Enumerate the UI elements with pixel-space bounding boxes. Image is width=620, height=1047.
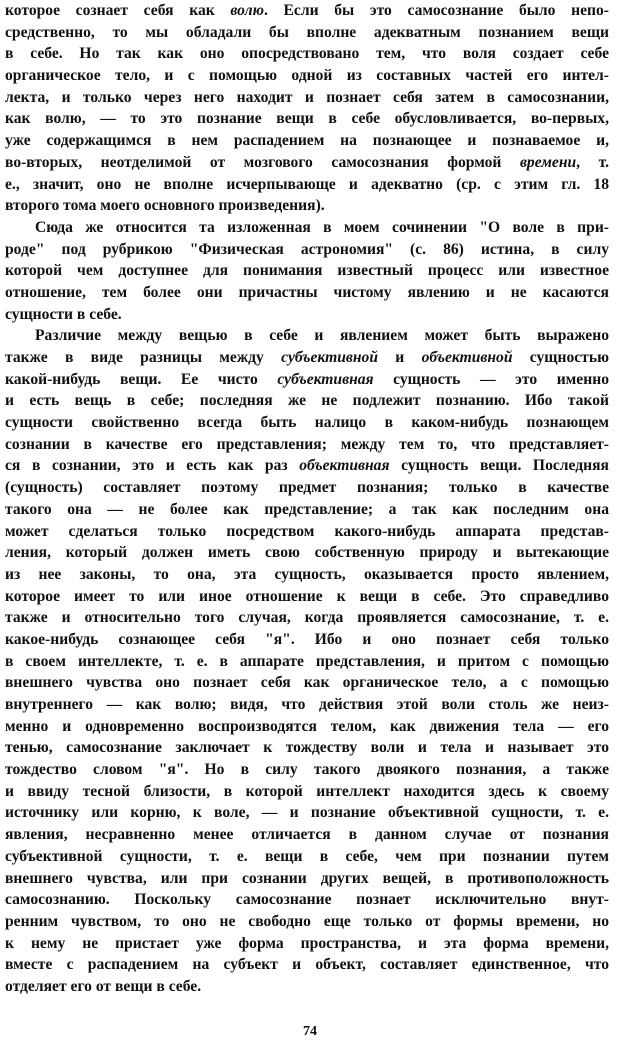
text-segment: внешнего чувства, или при сознании других вещей, в противоположность <box>5 869 609 887</box>
text-line <box>5 130 609 152</box>
text-line <box>5 542 609 564</box>
paragraph <box>5 217 609 325</box>
text-segment: ления, который должен иметь свою собственную природу и вытекающие <box>5 544 609 562</box>
text-line <box>5 607 609 629</box>
text-segment: внешнего чувства оно познает себя как органическое тело, а с помощью <box>5 674 609 692</box>
text-segment: которой чем доступнее для понимания известный процесс или известное <box>5 262 609 280</box>
text-segment: уже содержащимся в нем распадением на познающее и познаваемое и, <box>5 132 609 150</box>
text-segment: к нему не пристает уже форма пространства, и эта форма времени, <box>5 934 609 952</box>
text-segment: лекта, и только через него находит и познает себя затем в самосознании, <box>5 88 609 106</box>
text-line <box>5 195 609 217</box>
italic-text: времени <box>519 153 577 171</box>
text-line <box>5 174 609 196</box>
page-number: 74 <box>303 1024 317 1039</box>
text-line <box>5 911 609 933</box>
text-segment: также и относительно того случая, когда проявляется самосознание, т. е. <box>5 609 609 627</box>
text-line <box>5 586 609 608</box>
text-segment: явления, несравненно менее отличается в данном случае от познания <box>5 826 609 844</box>
text-segment: которое сознает себя как <box>5 2 231 19</box>
text-segment: Различие между вещью в себе и явлением может быть выражено <box>35 327 609 345</box>
text-line <box>5 564 609 586</box>
text-segment: самосознанию. Поскольку самосознание познает исключительно внут- <box>5 891 609 909</box>
text-segment: отделяет его от вещи в себе. <box>5 977 202 995</box>
text-segment: какое-нибудь сознающее себя "я". Ибо и оно познает себя только <box>5 630 609 648</box>
paragraph <box>5 0 609 217</box>
text-line <box>5 521 609 543</box>
italic-text: волю <box>230 2 264 19</box>
text-line <box>5 455 609 477</box>
text-segment: субъективной сущности, т. е. вещи в себе, чем при познании путем <box>5 847 609 865</box>
text-segment: сущностью <box>512 349 609 366</box>
text-line <box>5 152 609 174</box>
text-line <box>5 412 609 434</box>
text-segment: во-вторых, неотделимой от мозгового самосознания формой <box>5 153 520 171</box>
text-line <box>5 933 609 955</box>
text-segment: которое имеет то или иное отношение к вещи в себе. Это справедливо <box>5 587 609 605</box>
text-segment: тождество словом "я". Но в силу такого двоякого познания, а также <box>5 761 609 779</box>
text-segment: сущности в себе. <box>5 305 122 323</box>
text-segment: е., значит, оно не вполне исчерпывающе и адекватно (ср. с этим гл. 18 <box>5 175 609 193</box>
text-segment: источнику или корню, к воле, — и познание объективной сущности, т. е. <box>5 804 609 822</box>
body-text <box>5 0 609 998</box>
text-segment: в своем интеллекте, т. е. в аппарате представления, и притом с помощью <box>5 652 609 670</box>
text-segment: такого она — не более как представление; а так как последним она <box>5 500 609 518</box>
text-segment: тенью, самосознание заключает к тождеству воли и тела и называет это <box>5 739 609 757</box>
text-segment: . Если бы это самосознание было непо- <box>263 2 609 19</box>
text-segment: органическое тело, и с помощью одной из составных частей его интел- <box>5 67 609 85</box>
text-line <box>5 651 609 673</box>
text-segment: в себе. Но так как оно опосредствовано тем, что воля создает себе <box>5 45 609 63</box>
text-line <box>5 260 609 282</box>
text-segment: ся в сознании, это и есть как раз <box>5 457 300 475</box>
text-segment: из нее законы, то она, эта сущность, оказывается просто явлением, <box>5 565 609 583</box>
paragraph <box>5 325 609 997</box>
text-segment: второго тома моего основного произведения). <box>5 197 325 215</box>
italic-text: субъективная <box>277 370 374 388</box>
text-line <box>5 802 609 824</box>
text-segment: роде" под рубрикою "Физическая астрономия" (с. 86) истина, в силу <box>5 240 609 258</box>
text-line <box>5 889 609 911</box>
text-segment: сущности свойственно всегда быть налицо в каком-нибудь познающем <box>5 414 609 432</box>
text-line <box>5 369 609 391</box>
text-line <box>5 22 609 44</box>
text-segment: как волю, — то это познание вещи в себе обусловливается, во-первых, <box>5 110 609 128</box>
italic-text: субъективной <box>281 349 378 366</box>
text-line <box>5 846 609 868</box>
text-line <box>5 347 609 369</box>
text-segment: отношение, тем более они причастны чистому явлению и не касаются <box>5 283 609 301</box>
text-segment: средственно, то мы обладали бы вполне адекватным познанием вещи <box>5 23 609 41</box>
text-line <box>5 0 609 22</box>
italic-text: объективная <box>299 457 390 475</box>
text-segment: и <box>378 349 422 366</box>
text-line <box>5 390 609 412</box>
text-segment: Сюда же относится та изложенная в моем сочинении "О воле в при- <box>35 218 609 236</box>
text-segment: сознании в качестве его представления; между тем то, что представляет- <box>5 435 609 453</box>
text-line <box>5 239 609 261</box>
text-line <box>5 781 609 803</box>
text-line <box>5 759 609 781</box>
text-segment: , т. <box>576 153 609 171</box>
text-segment: сущность — это именно <box>373 370 609 388</box>
text-segment: внутреннего — как волю; видя, что действия этой воли столь же неиз- <box>5 696 609 713</box>
text-segment: сущность вещи. Последняя <box>389 457 609 475</box>
text-line <box>5 87 609 109</box>
text-segment: ренним чувством, то оно не свободно еще только от формы времени, но <box>5 912 609 930</box>
text-segment: и ввиду тесной близости, в которой интеллект находится здесь к своему <box>5 782 609 800</box>
text-line <box>5 434 609 456</box>
text-segment: может сделаться только посредством какого-нибудь аппарата представ- <box>5 522 609 540</box>
text-line <box>5 737 609 759</box>
text-segment: также в виде разницы между <box>5 349 282 366</box>
text-line <box>5 325 609 347</box>
text-line <box>5 65 609 87</box>
text-segment: вместе с распадением на субъект и объект, составляет единственное, что <box>5 956 609 974</box>
text-line <box>5 499 609 521</box>
text-line <box>5 672 609 694</box>
text-line <box>5 282 609 304</box>
text-line <box>5 477 609 499</box>
text-line <box>5 43 609 65</box>
text-line <box>5 217 609 239</box>
text-line <box>5 954 609 976</box>
text-line <box>5 716 609 738</box>
text-segment: какой-нибудь вещи. Ее чисто <box>5 370 278 388</box>
text-line <box>5 868 609 890</box>
text-line <box>5 304 609 326</box>
text-segment: и есть вещь в себе; последняя же не подлежит познанию. Ибо такой <box>5 392 609 410</box>
text-segment: менно и одновременно воспроизводятся телом, как движения тела — его <box>5 717 609 735</box>
text-line <box>5 108 609 130</box>
text-segment: (сущность) составляет поэтому предмет познания; только в качестве <box>5 479 609 497</box>
text-line <box>5 976 609 998</box>
italic-text: объективной <box>421 349 513 366</box>
text-line <box>5 629 609 651</box>
text-line <box>5 694 609 716</box>
text-line <box>5 824 609 846</box>
